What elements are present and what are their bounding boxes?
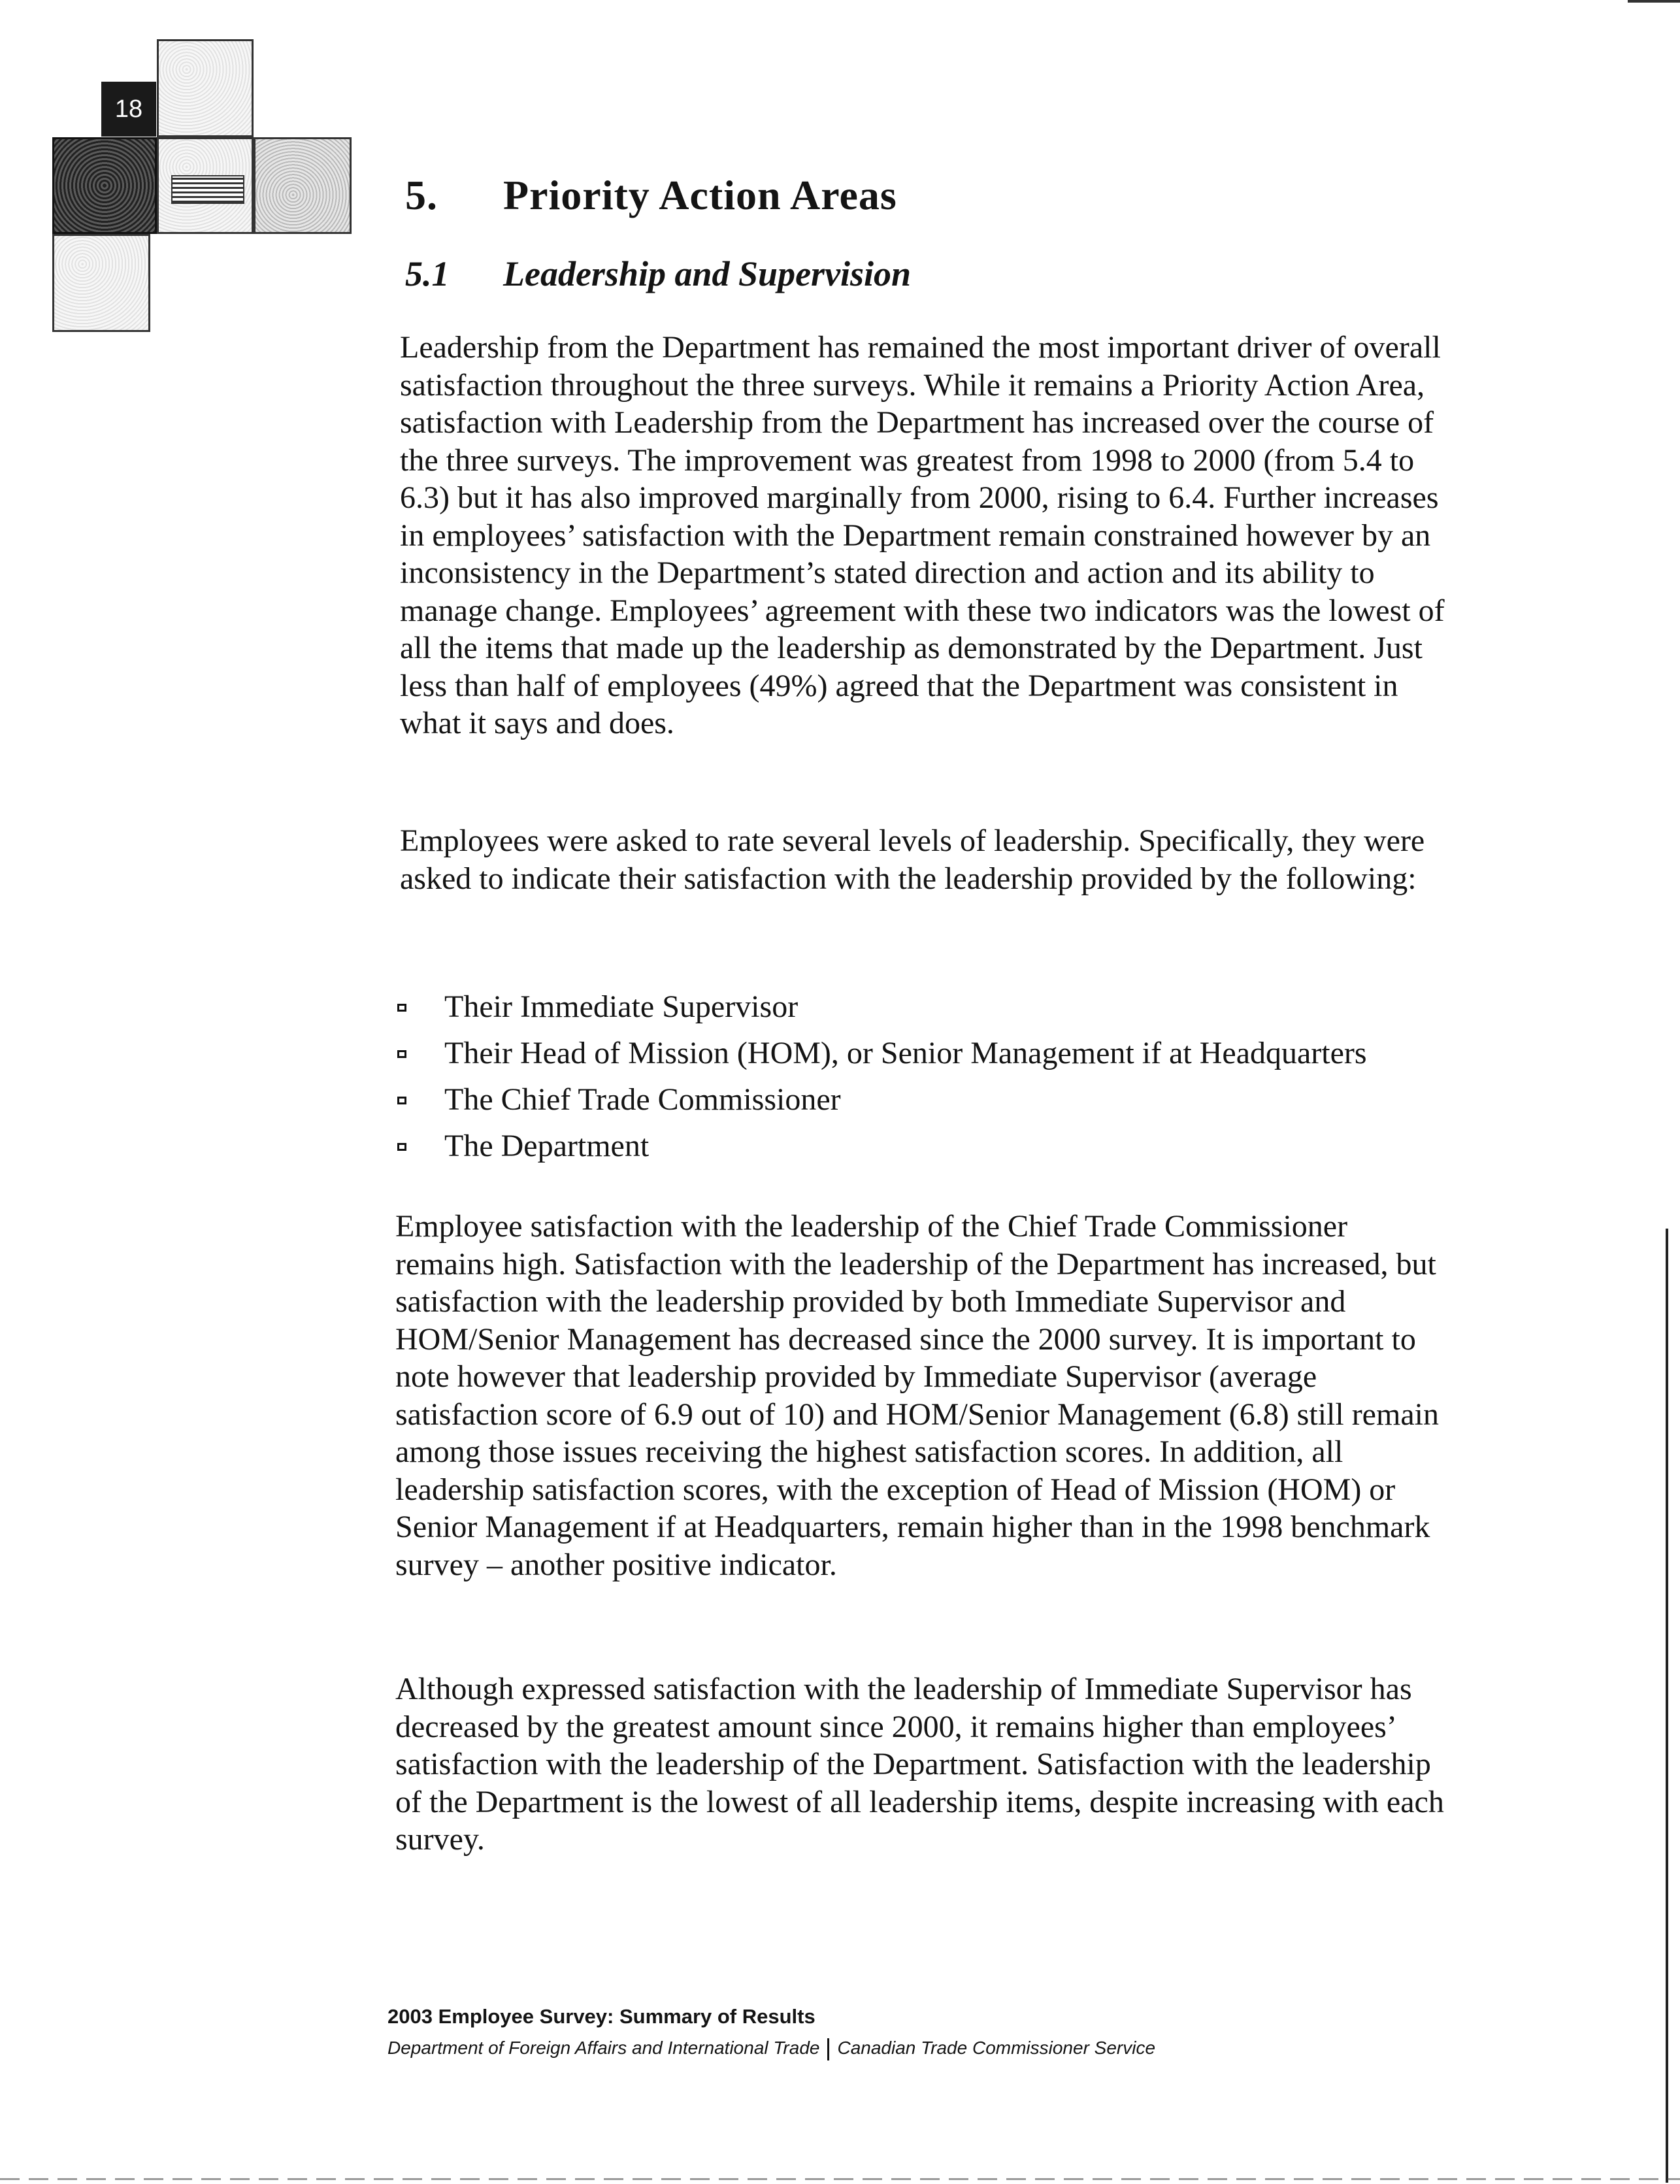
page-edge-right <box>1666 1229 1668 2183</box>
paragraph: Employees were asked to rate several levels of leadership. Specifically, they were asked to indicate their satisfaction with the leadership provided by the following: <box>400 823 1425 896</box>
square-bullet-icon <box>397 1004 406 1012</box>
deco-tile <box>52 234 150 332</box>
paragraph: Employee satisfaction with the leadership of the Chief Trade Commissioner remains high. Satisfaction with the leadership of the Department has increased, but satisfaction with the leadership provided by both Immediate Supervisor and HOM/Senior Management has decreased since the 2000 survey. It is important to note however that leadership provided by Immediate Supervisor (average satisfaction score of 6.9 out of 10) and HOM/Senior Management (6.8) still remain among those issues receiving the highest satisfaction scores. In addition, all leadership satisfaction scores, with the exception of Head of Mission (HOM) or Senior Management if at Headquarters, remain higher than in the 1998 benchmark survey – another positive indicator. <box>395 1209 1439 1582</box>
list-item-label: The Chief Trade Commissioner <box>444 1082 841 1117</box>
section-title: Priority Action Areas <box>503 172 897 218</box>
list-item-label: The Department <box>444 1129 650 1163</box>
page-edge-top <box>1628 0 1680 3</box>
deco-tile <box>157 39 254 137</box>
section-heading <box>405 171 897 220</box>
footer-org-right: Canadian Trade Commissioner Service <box>837 2038 1156 2058</box>
page-edge-bottom <box>0 2178 1680 2180</box>
leadership-levels-list <box>392 984 1367 1169</box>
subsection-title: Leadership and Supervision <box>503 254 912 293</box>
page-number-badge: 18 <box>101 82 156 137</box>
list-item <box>392 1123 1367 1169</box>
deco-tile <box>52 137 157 234</box>
square-bullet-icon <box>397 1050 406 1058</box>
footer-title: 2003 Employee Survey: Summary of Results <box>387 2005 815 2028</box>
subsection-number: 5.1 <box>405 254 450 293</box>
list-item <box>392 984 1367 1030</box>
square-bullet-icon <box>397 1143 406 1151</box>
square-bullet-icon <box>397 1097 406 1104</box>
paragraph: Although expressed satisfaction with the leadership of Immediate Supervisor has decreased by the greatest amount since 2000, it remains higher than employees’ satisfaction with the leadership of the Department. Satisfaction with the leadership of the Department is the lowest of all leadership items, despite increasing with each survey. <box>395 1672 1444 1857</box>
list-item <box>392 1076 1367 1123</box>
header-decoration <box>0 0 366 340</box>
footer-organization <box>387 2038 1155 2060</box>
list-item-label: Their Head of Mission (HOM), or Senior Management if at Headquarters <box>444 1036 1367 1070</box>
list-item-label: Their Immediate Supervisor <box>444 989 799 1024</box>
logo-icon <box>171 175 244 204</box>
footer-separator <box>827 2038 829 2060</box>
section-number: 5. <box>405 172 438 218</box>
deco-tile <box>254 137 352 234</box>
subsection-heading <box>405 254 911 294</box>
paragraph: Leadership from the Department has remained the most important driver of overall satisfaction throughout the three surveys. While it remains a Priority Action Area, satisfaction with Leadership from the Department has increased over the course of the three surveys. The improvement was greatest from 1998 to 2000 (from 5.4 to 6.3) but it has also improved marginally from 2000, rising to 6.4. Further increases in employees’ satisfaction with the Department remain constrained however by an inconsistency in the Department’s stated direction and action and its ability to manage change. Employees’ agreement with these two indicators was the lowest of all the items that made up the leadership as demonstrated by the Department. Just less than half of employees (49%) agreed that the Department was consistent in what it says and does. <box>400 330 1445 740</box>
list-item <box>392 1030 1367 1076</box>
footer-org-left: Department of Foreign Affairs and International Trade <box>387 2038 820 2058</box>
